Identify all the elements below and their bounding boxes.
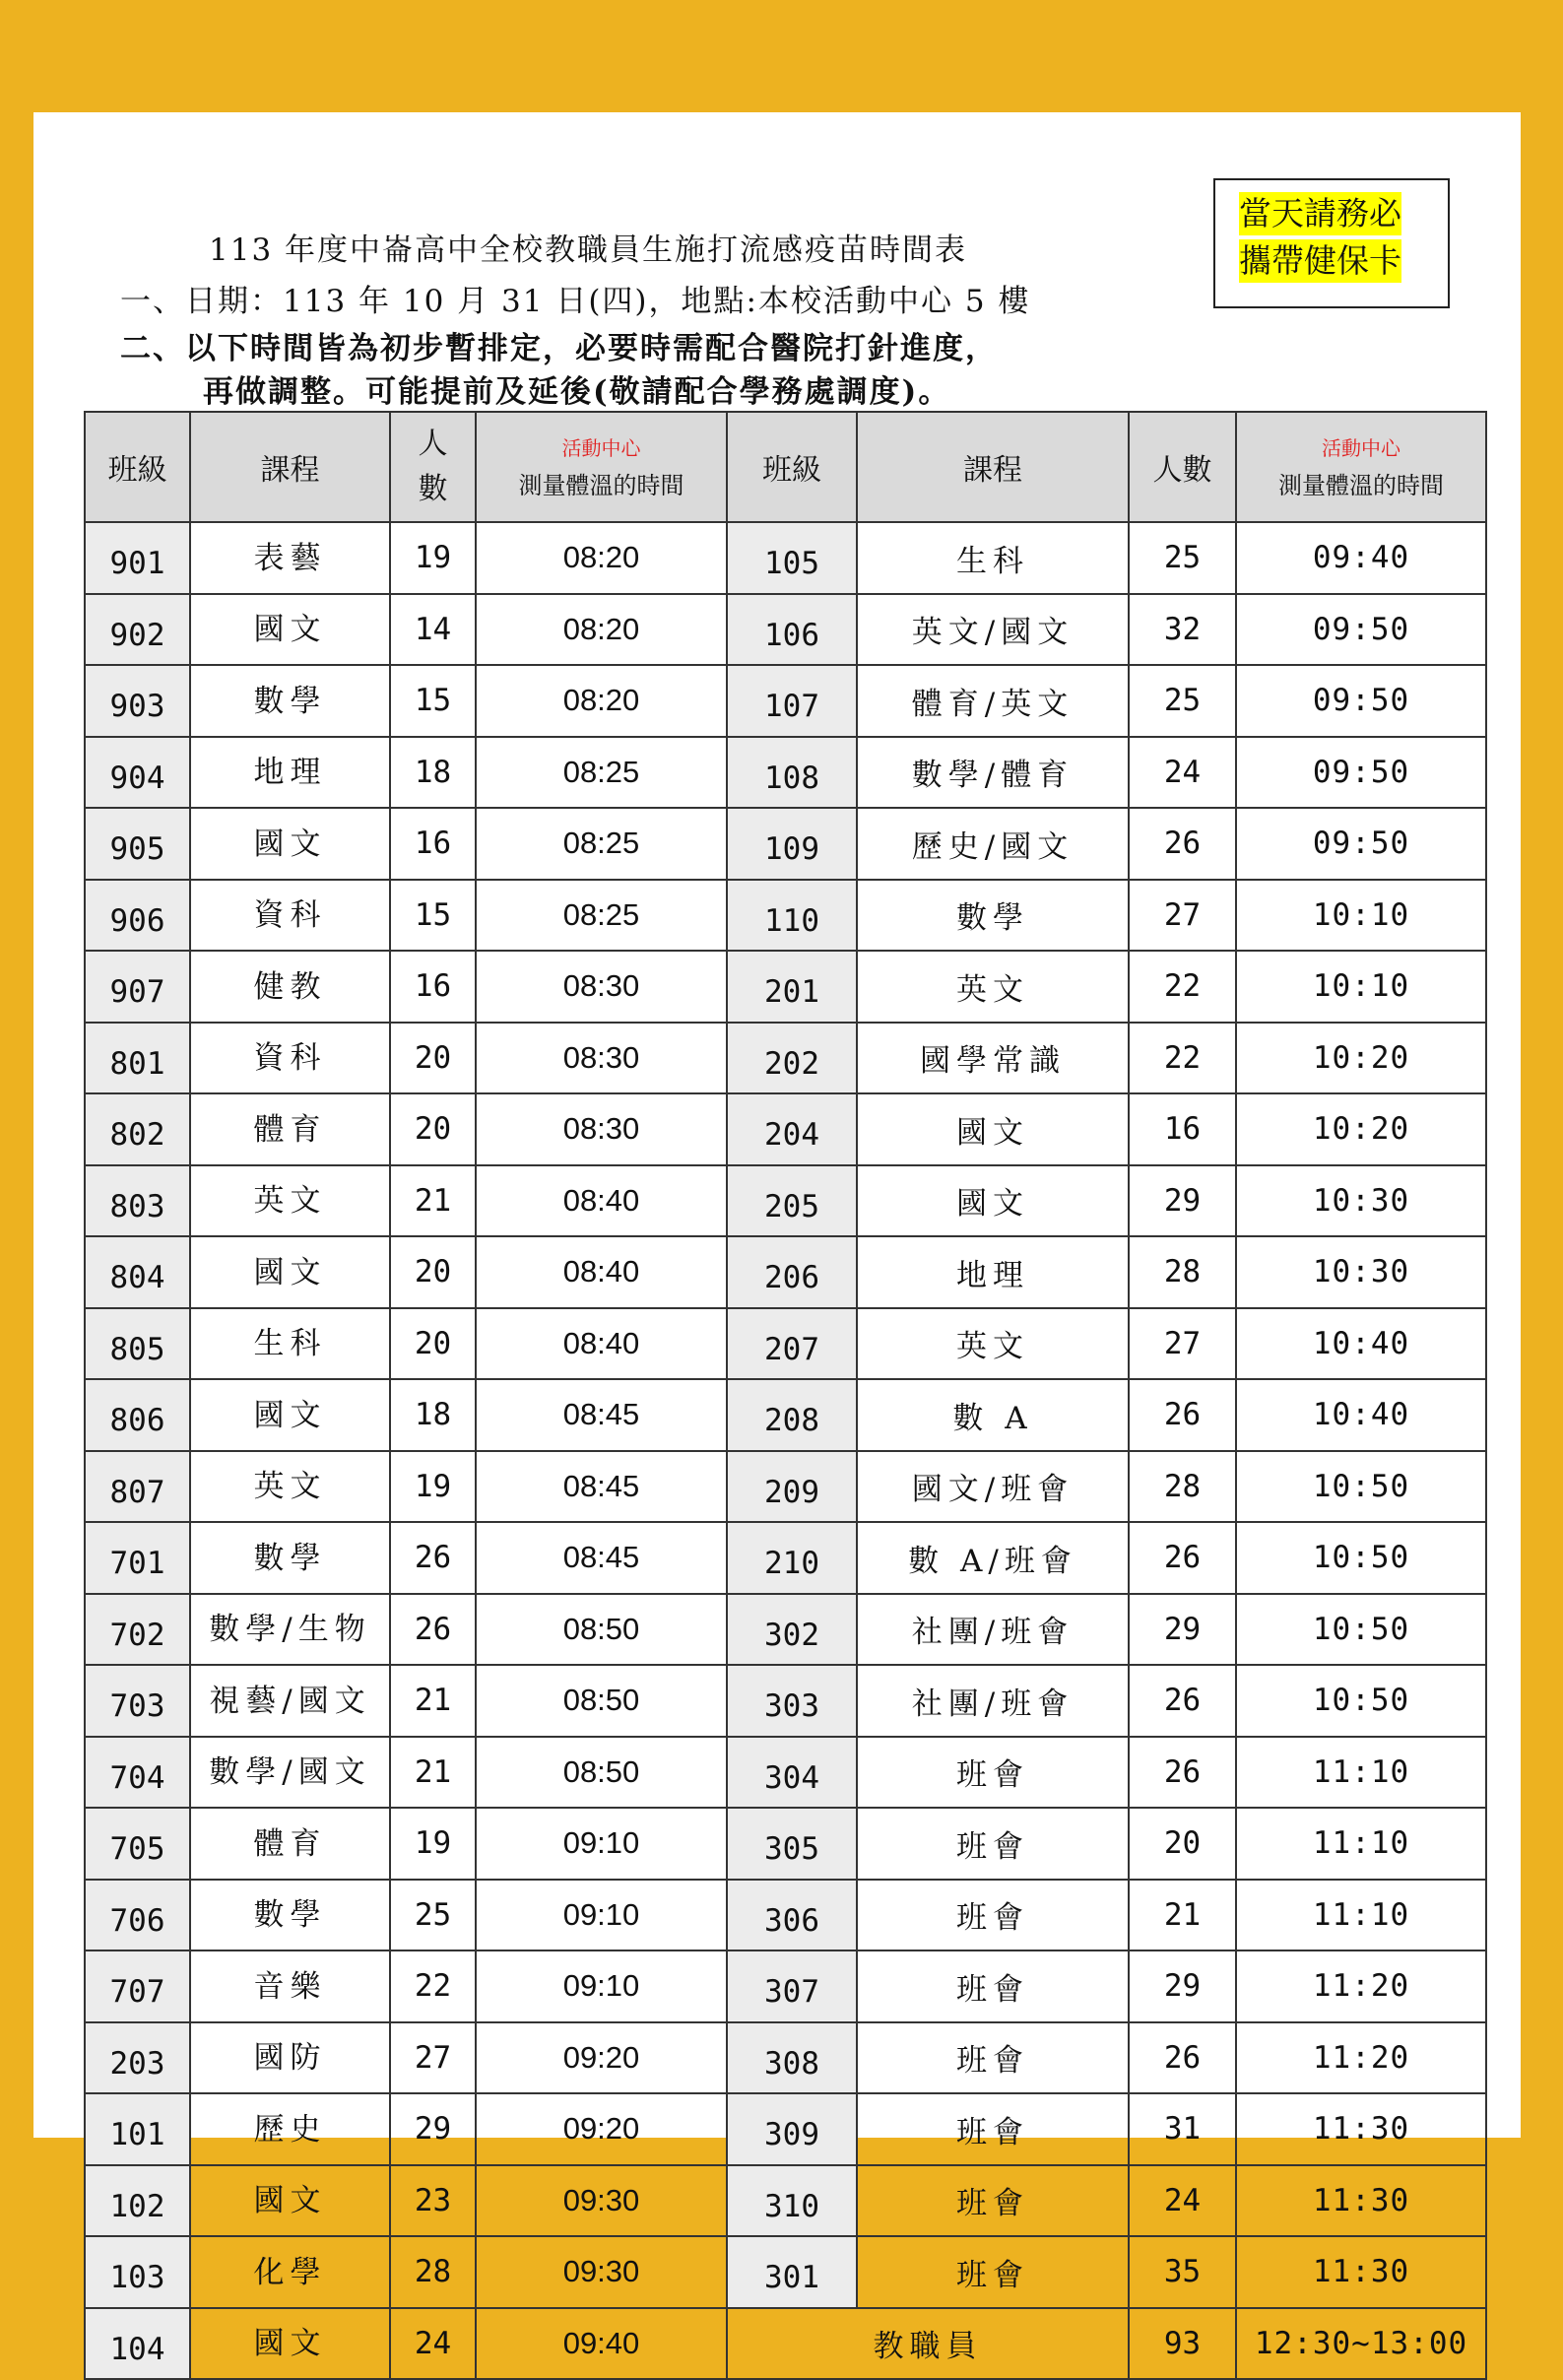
count-cell: 26 (1129, 1737, 1236, 1809)
table-row (85, 1165, 1486, 1237)
schedule-table (84, 411, 1487, 2380)
table-row (85, 1522, 1486, 1594)
count-cell: 26 (1129, 1379, 1236, 1451)
table-row (85, 737, 1486, 809)
count-cell: 26 (1129, 1665, 1236, 1737)
class-cell: 707 (85, 1950, 190, 2022)
count-cell: 19 (390, 1808, 476, 1880)
class-cell: 201 (727, 951, 857, 1023)
count-cell: 21 (390, 1737, 476, 1809)
time-cell: 08:40 (476, 1165, 727, 1237)
count-cell: 35 (1129, 2236, 1236, 2308)
count-cell: 29 (1129, 1594, 1236, 1666)
table-row (85, 522, 1486, 594)
course-cell: 國文/班會 (857, 1451, 1129, 1523)
count-cell: 25 (1129, 522, 1236, 594)
class-cell: 804 (85, 1236, 190, 1308)
time-cell: 09:50 (1236, 594, 1486, 666)
table-row (85, 665, 1486, 737)
time-cell: 11:10 (1236, 1737, 1486, 1809)
header-time-right (1236, 412, 1486, 522)
table-row (85, 2308, 1486, 2380)
course-cell: 英文 (190, 1451, 390, 1523)
table-row (85, 808, 1486, 880)
course-cell: 班會 (857, 2022, 1129, 2094)
class-cell: 108 (727, 737, 857, 809)
document-title: 113 年度中崙高中全校教職員生施打流感疫苗時間表 (209, 232, 968, 268)
course-cell: 生科 (857, 522, 1129, 594)
course-cell: 班會 (857, 2236, 1129, 2308)
class-cell: 309 (727, 2093, 857, 2165)
course-cell: 健教 (190, 951, 390, 1023)
course-cell: 國防 (190, 2022, 390, 2094)
class-cell: 901 (85, 522, 190, 594)
table-row (85, 1379, 1486, 1451)
time-cell: 09:20 (476, 2022, 727, 2094)
count-cell: 20 (390, 1093, 476, 1165)
header-time-left (476, 412, 727, 522)
course-cell: 國文 (857, 1093, 1129, 1165)
count-cell: 29 (1129, 1165, 1236, 1237)
header-class-right: 班級 (727, 412, 857, 522)
course-cell: 體育/英文 (857, 665, 1129, 737)
course-cell: 體育 (190, 1093, 390, 1165)
class-cell: 703 (85, 1665, 190, 1737)
course-cell: 數學 (857, 880, 1129, 952)
count-cell: 19 (390, 1451, 476, 1523)
count-cell: 22 (1129, 951, 1236, 1023)
count-cell: 16 (1129, 1093, 1236, 1165)
time-cell: 08:30 (476, 1093, 727, 1165)
count-cell: 22 (1129, 1023, 1236, 1094)
table-row (85, 1236, 1486, 1308)
class-cell: 206 (727, 1236, 857, 1308)
time-cell: 10:50 (1236, 1451, 1486, 1523)
count-cell: 31 (1129, 2093, 1236, 2165)
time-cell: 09:50 (1236, 737, 1486, 809)
class-cell: 902 (85, 594, 190, 666)
course-cell: 地理 (190, 737, 390, 809)
time-cell: 10:10 (1236, 951, 1486, 1023)
schedule-note-line-2: 再做調整。可能提前及延後(敬請配合學務處調度)。 (203, 374, 951, 410)
time-cell: 09:20 (476, 2093, 727, 2165)
table-row (85, 1308, 1486, 1380)
count-cell: 27 (390, 2022, 476, 2094)
course-cell: 資科 (190, 880, 390, 952)
count-cell: 19 (390, 522, 476, 594)
course-cell: 英文 (190, 1165, 390, 1237)
notice-box (1213, 178, 1450, 308)
table-row (85, 1737, 1486, 1809)
class-cell: 105 (727, 522, 857, 594)
count-cell: 26 (390, 1522, 476, 1594)
time-cell: 11:10 (1236, 1880, 1486, 1951)
course-cell: 班會 (857, 2165, 1129, 2237)
time-cell: 08:20 (476, 522, 727, 594)
course-cell: 表藝 (190, 522, 390, 594)
table-row (85, 1594, 1486, 1666)
course-cell: 體育 (190, 1808, 390, 1880)
time-cell: 08:45 (476, 1522, 727, 1594)
class-cell: 701 (85, 1522, 190, 1594)
class-cell: 905 (85, 808, 190, 880)
time-cell: 10:20 (1236, 1023, 1486, 1094)
table-row (85, 594, 1486, 666)
time-cell: 08:25 (476, 880, 727, 952)
course-cell: 數學 (190, 1880, 390, 1951)
staff-time-cell: 12:30~13:00 (1236, 2308, 1486, 2380)
count-cell: 26 (390, 1594, 476, 1666)
time-cell: 11:30 (1236, 2236, 1486, 2308)
class-cell: 102 (85, 2165, 190, 2237)
header-count-bottom: 數 (418, 472, 448, 506)
count-cell: 29 (1129, 1950, 1236, 2022)
time-cell: 08:30 (476, 1023, 727, 1094)
header-count-right: 人數 (1129, 412, 1236, 522)
class-cell: 202 (727, 1023, 857, 1094)
count-cell: 26 (1129, 808, 1236, 880)
time-cell: 10:30 (1236, 1165, 1486, 1237)
class-cell: 807 (85, 1451, 190, 1523)
time-cell: 10:30 (1236, 1236, 1486, 1308)
class-cell: 310 (727, 2165, 857, 2237)
count-cell: 24 (1129, 2165, 1236, 2237)
class-cell: 306 (727, 1880, 857, 1951)
schedule-note-line-1: 二、以下時間皆為初步暫排定，必要時需配合醫院打針進度， (120, 331, 998, 366)
count-cell: 26 (1129, 1522, 1236, 1594)
time-cell: 09:10 (476, 1808, 727, 1880)
time-cell: 10:50 (1236, 1522, 1486, 1594)
time-cell: 08:40 (476, 1308, 727, 1380)
class-cell: 307 (727, 1950, 857, 2022)
class-cell: 308 (727, 2022, 857, 2094)
class-cell: 109 (727, 808, 857, 880)
time-cell: 08:45 (476, 1379, 727, 1451)
time-cell: 09:30 (476, 2236, 727, 2308)
count-cell: 21 (1129, 1880, 1236, 1951)
course-cell: 資科 (190, 1023, 390, 1094)
class-cell: 104 (85, 2308, 190, 2380)
count-cell: 25 (1129, 665, 1236, 737)
table-row (85, 2165, 1486, 2237)
course-cell: 數 A/班會 (857, 1522, 1129, 1594)
count-cell: 27 (1129, 880, 1236, 952)
time-cell: 08:20 (476, 665, 727, 737)
date-location-line: 一、日期：113 年 10 月 31 日(四)，地點:本校活動中心 5 樓 (120, 284, 1031, 319)
course-cell: 化學 (190, 2236, 390, 2308)
header-course-left: 課程 (190, 412, 390, 522)
header-count-top: 人 (418, 427, 448, 461)
time-cell: 10:20 (1236, 1093, 1486, 1165)
count-cell: 22 (390, 1950, 476, 2022)
count-cell: 25 (390, 1880, 476, 1951)
header-time-left-bottom: 測量體溫的時間 (518, 472, 684, 499)
class-cell: 208 (727, 1379, 857, 1451)
count-cell: 20 (390, 1308, 476, 1380)
class-cell: 207 (727, 1308, 857, 1380)
class-cell: 203 (85, 2022, 190, 2094)
time-cell: 10:10 (1236, 880, 1486, 952)
class-cell: 706 (85, 1880, 190, 1951)
table-row (85, 2022, 1486, 2094)
time-cell: 09:10 (476, 1880, 727, 1951)
time-cell: 11:30 (1236, 2165, 1486, 2237)
time-cell: 08:25 (476, 808, 727, 880)
table-row (85, 2236, 1486, 2308)
time-cell: 09:50 (1236, 665, 1486, 737)
time-cell: 08:50 (476, 1665, 727, 1737)
course-cell: 數學 (190, 665, 390, 737)
class-cell: 103 (85, 2236, 190, 2308)
course-cell: 國文 (190, 1379, 390, 1451)
count-cell: 24 (1129, 737, 1236, 809)
time-cell: 08:25 (476, 737, 727, 809)
course-cell: 數學 (190, 1522, 390, 1594)
class-cell: 305 (727, 1808, 857, 1880)
course-cell: 英文 (857, 1308, 1129, 1380)
table-row (85, 951, 1486, 1023)
class-cell: 904 (85, 737, 190, 809)
class-cell: 801 (85, 1023, 190, 1094)
course-cell: 數學/國文 (190, 1737, 390, 1809)
time-cell: 08:45 (476, 1451, 727, 1523)
course-cell: 視藝/國文 (190, 1665, 390, 1737)
class-cell: 302 (727, 1594, 857, 1666)
count-cell: 28 (1129, 1236, 1236, 1308)
table-row (85, 1950, 1486, 2022)
course-cell: 英文 (857, 951, 1129, 1023)
course-cell: 國文 (857, 1165, 1129, 1237)
time-cell: 08:30 (476, 951, 727, 1023)
course-cell: 英文/國文 (857, 594, 1129, 666)
count-cell: 23 (390, 2165, 476, 2237)
class-cell: 304 (727, 1737, 857, 1809)
header-time-left-top: 活動中心 (561, 436, 641, 460)
count-cell: 18 (390, 737, 476, 809)
count-cell: 21 (390, 1165, 476, 1237)
class-cell: 903 (85, 665, 190, 737)
header-time-right-bottom: 測量體溫的時間 (1278, 472, 1444, 499)
time-cell: 11:10 (1236, 1808, 1486, 1880)
count-cell: 32 (1129, 594, 1236, 666)
course-cell: 班會 (857, 1950, 1129, 2022)
count-cell: 20 (1129, 1808, 1236, 1880)
class-cell: 303 (727, 1665, 857, 1737)
count-cell: 20 (390, 1023, 476, 1094)
table-row (85, 2093, 1486, 2165)
time-cell: 08:20 (476, 594, 727, 666)
course-cell: 生科 (190, 1308, 390, 1380)
course-cell: 國文 (190, 594, 390, 666)
course-cell: 數學/體育 (857, 737, 1129, 809)
course-cell: 社團/班會 (857, 1665, 1129, 1737)
table-row (85, 1093, 1486, 1165)
header-count-left (390, 412, 476, 522)
class-cell: 906 (85, 880, 190, 952)
time-cell: 08:50 (476, 1737, 727, 1809)
header-class-left: 班級 (85, 412, 190, 522)
table-row (85, 1451, 1486, 1523)
notice-line-2: 攜帶健保卡 (1239, 239, 1401, 283)
table-header-row (85, 412, 1486, 522)
header-course-right: 課程 (857, 412, 1129, 522)
course-cell: 國文 (190, 2308, 390, 2380)
class-cell: 806 (85, 1379, 190, 1451)
table-row (85, 1880, 1486, 1951)
time-cell: 09:10 (476, 1950, 727, 2022)
class-cell: 907 (85, 951, 190, 1023)
time-cell: 10:50 (1236, 1665, 1486, 1737)
course-cell: 地理 (857, 1236, 1129, 1308)
count-cell: 28 (1129, 1451, 1236, 1523)
course-cell: 數學/生物 (190, 1594, 390, 1666)
class-cell: 805 (85, 1308, 190, 1380)
count-cell: 28 (390, 2236, 476, 2308)
time-cell: 10:40 (1236, 1379, 1486, 1451)
time-cell: 11:20 (1236, 1950, 1486, 2022)
class-cell: 301 (727, 2236, 857, 2308)
time-cell: 09:40 (1236, 522, 1486, 594)
course-cell: 社團/班會 (857, 1594, 1129, 1666)
count-cell: 29 (390, 2093, 476, 2165)
time-cell: 10:50 (1236, 1594, 1486, 1666)
course-cell: 班會 (857, 1880, 1129, 1951)
class-cell: 205 (727, 1165, 857, 1237)
course-cell: 國文 (190, 808, 390, 880)
class-cell: 704 (85, 1737, 190, 1809)
count-cell: 16 (390, 808, 476, 880)
staff-count-cell: 93 (1129, 2308, 1236, 2380)
count-cell: 15 (390, 665, 476, 737)
course-cell: 班會 (857, 1737, 1129, 1809)
class-cell: 803 (85, 1165, 190, 1237)
class-cell: 107 (727, 665, 857, 737)
staff-label-cell: 教職員 (727, 2308, 1129, 2380)
table-row (85, 1023, 1486, 1094)
course-cell: 班會 (857, 2093, 1129, 2165)
time-cell: 08:50 (476, 1594, 727, 1666)
time-cell: 09:50 (1236, 808, 1486, 880)
class-cell: 210 (727, 1522, 857, 1594)
count-cell: 26 (1129, 2022, 1236, 2094)
table-row (85, 1665, 1486, 1737)
course-cell: 數 A (857, 1379, 1129, 1451)
notice-line-1: 當天請務必 (1239, 192, 1401, 235)
class-cell: 204 (727, 1093, 857, 1165)
time-cell: 09:30 (476, 2165, 727, 2237)
count-cell: 24 (390, 2308, 476, 2380)
class-cell: 209 (727, 1451, 857, 1523)
count-cell: 27 (1129, 1308, 1236, 1380)
count-cell: 14 (390, 594, 476, 666)
class-cell: 101 (85, 2093, 190, 2165)
class-cell: 705 (85, 1808, 190, 1880)
class-cell: 702 (85, 1594, 190, 1666)
header-time-right-top: 活動中心 (1322, 436, 1400, 460)
class-cell: 110 (727, 880, 857, 952)
class-cell: 802 (85, 1093, 190, 1165)
table-row (85, 1808, 1486, 1880)
course-cell: 歷史/國文 (857, 808, 1129, 880)
time-cell: 08:40 (476, 1236, 727, 1308)
count-cell: 21 (390, 1665, 476, 1737)
count-cell: 20 (390, 1236, 476, 1308)
course-cell: 國文 (190, 1236, 390, 1308)
table-row (85, 880, 1486, 952)
course-cell: 國文 (190, 2165, 390, 2237)
time-cell: 11:30 (1236, 2093, 1486, 2165)
course-cell: 歷史 (190, 2093, 390, 2165)
course-cell: 國學常識 (857, 1023, 1129, 1094)
count-cell: 15 (390, 880, 476, 952)
class-cell: 106 (727, 594, 857, 666)
count-cell: 16 (390, 951, 476, 1023)
course-cell: 音樂 (190, 1950, 390, 2022)
count-cell: 18 (390, 1379, 476, 1451)
course-cell: 班會 (857, 1808, 1129, 1880)
time-cell: 11:20 (1236, 2022, 1486, 2094)
time-cell: 10:40 (1236, 1308, 1486, 1380)
time-cell: 09:40 (476, 2308, 727, 2380)
